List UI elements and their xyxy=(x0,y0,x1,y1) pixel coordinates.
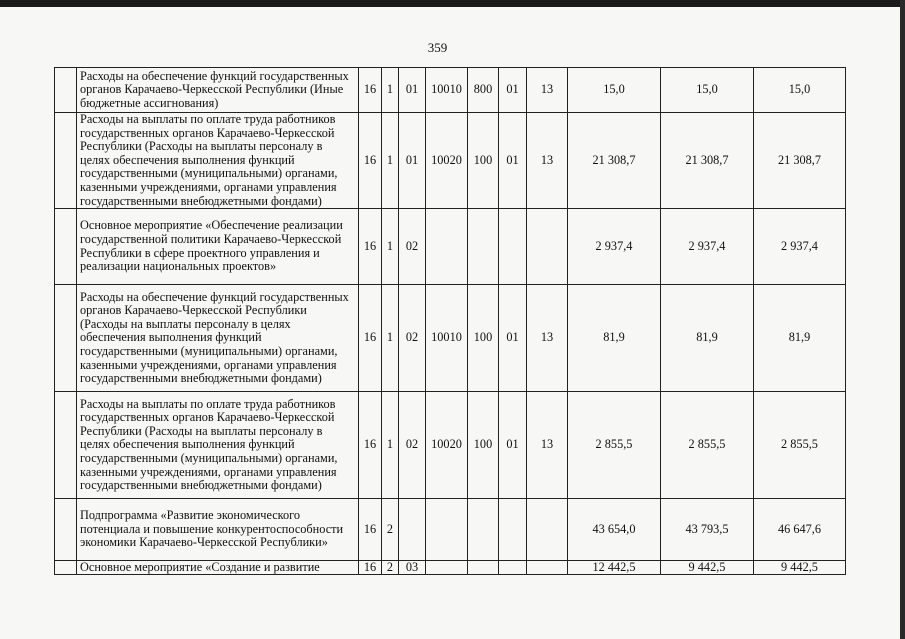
amount-year-2: 15,0 xyxy=(661,68,754,113)
code-section xyxy=(499,209,527,285)
code-ministry: 16 xyxy=(359,285,382,392)
code-subsection xyxy=(527,209,568,285)
amount-year-1: 43 654,0 xyxy=(568,499,661,561)
indent-cell xyxy=(55,392,77,499)
code-direction: 10020 xyxy=(426,113,468,209)
amount-year-2: 2 855,5 xyxy=(661,392,754,499)
code-program: 2 xyxy=(382,499,399,561)
code-ministry: 16 xyxy=(359,499,382,561)
table-row xyxy=(55,209,846,285)
expense-name: Расходы на обеспечение функций государственных органов Карачаево-Черкесской Республики (Расходы на выплаты персоналу в целях обеспечения выполнения функций государственными (муниципальными) органами, казенными учреждениями, органами управления государственными внебюджетными фондами) xyxy=(77,285,359,392)
expense-name: Основное мероприятие «Обеспечение реализации государственной политики Карачаево-Черкесской Республики в сфере проектного управления и реализации национальных проектов» xyxy=(77,209,359,285)
amount-year-3: 81,9 xyxy=(754,285,846,392)
amount-year-3: 15,0 xyxy=(754,68,846,113)
code-program: 1 xyxy=(382,209,399,285)
code-program: 1 xyxy=(382,113,399,209)
code-direction xyxy=(426,209,468,285)
indent-cell xyxy=(55,561,77,575)
amount-year-1: 21 308,7 xyxy=(568,113,661,209)
code-direction xyxy=(426,561,468,575)
code-ministry: 16 xyxy=(359,561,382,575)
amount-year-3: 46 647,6 xyxy=(754,499,846,561)
code-expense-type: 100 xyxy=(468,285,499,392)
code-program: 1 xyxy=(382,68,399,113)
expense-name: Расходы на выплаты по оплате труда работников государственных органов Карачаево-Черкесской Республики (Расходы на выплаты персоналу в целях обеспечения выполнения функций государственными (муниципальными) органами, казенными учреждениями, органами управления государственными внебюджетными фондами) xyxy=(77,392,359,499)
amount-year-2: 21 308,7 xyxy=(661,113,754,209)
table-row xyxy=(55,285,846,392)
code-ministry: 16 xyxy=(359,68,382,113)
code-program: 1 xyxy=(382,392,399,499)
table-row xyxy=(55,499,846,561)
amount-year-3: 2 855,5 xyxy=(754,392,846,499)
code-section xyxy=(499,561,527,575)
code-expense-type xyxy=(468,209,499,285)
code-program: 2 xyxy=(382,561,399,575)
code-direction xyxy=(426,499,468,561)
code-section: 01 xyxy=(499,392,527,499)
page-number: 359 xyxy=(427,40,448,55)
code-ministry: 16 xyxy=(359,209,382,285)
code-expense-type xyxy=(468,561,499,575)
indent-cell xyxy=(55,68,77,113)
scan-top-edge xyxy=(0,0,905,7)
indent-cell xyxy=(55,499,77,561)
amount-year-1: 12 442,5 xyxy=(568,561,661,575)
code-event xyxy=(399,499,426,561)
code-event: 03 xyxy=(399,561,426,575)
code-ministry: 16 xyxy=(359,113,382,209)
budget-table xyxy=(54,67,846,575)
code-section: 01 xyxy=(499,113,527,209)
budget-table-body xyxy=(55,68,846,575)
code-subsection: 13 xyxy=(527,113,568,209)
code-event: 02 xyxy=(399,392,426,499)
expense-name: Расходы на обеспечение функций государственных органов Карачаево-Черкесской Республики (Иные бюджетные ассигнования) xyxy=(77,68,359,113)
code-direction: 10020 xyxy=(426,392,468,499)
code-subsection: 13 xyxy=(527,392,568,499)
code-expense-type xyxy=(468,499,499,561)
amount-year-2: 2 937,4 xyxy=(661,209,754,285)
code-expense-type: 100 xyxy=(468,392,499,499)
indent-cell xyxy=(55,209,77,285)
code-section xyxy=(499,499,527,561)
amount-year-1: 81,9 xyxy=(568,285,661,392)
table-row xyxy=(55,113,846,209)
indent-cell xyxy=(55,285,77,392)
code-subsection xyxy=(527,561,568,575)
amount-year-1: 15,0 xyxy=(568,68,661,113)
scan-right-edge xyxy=(900,0,905,639)
code-direction: 10010 xyxy=(426,285,468,392)
amount-year-2: 9 442,5 xyxy=(661,561,754,575)
amount-year-3: 2 937,4 xyxy=(754,209,846,285)
code-section: 01 xyxy=(499,68,527,113)
code-expense-type: 100 xyxy=(468,113,499,209)
code-ministry: 16 xyxy=(359,392,382,499)
expense-name: Основное мероприятие «Создание и развитие xyxy=(77,561,359,575)
code-section: 01 xyxy=(499,285,527,392)
amount-year-3: 9 442,5 xyxy=(754,561,846,575)
indent-cell xyxy=(55,113,77,209)
code-program: 1 xyxy=(382,285,399,392)
table-row xyxy=(55,392,846,499)
amount-year-1: 2 937,4 xyxy=(568,209,661,285)
code-event: 01 xyxy=(399,68,426,113)
code-event: 02 xyxy=(399,209,426,285)
amount-year-2: 81,9 xyxy=(661,285,754,392)
table-row xyxy=(55,68,846,113)
code-subsection xyxy=(527,499,568,561)
amount-year-2: 43 793,5 xyxy=(661,499,754,561)
code-event: 01 xyxy=(399,113,426,209)
code-subsection: 13 xyxy=(527,68,568,113)
code-subsection: 13 xyxy=(527,285,568,392)
expense-name: Расходы на выплаты по оплате труда работников государственных органов Карачаево-Черкесской Республики (Расходы на выплаты персоналу в целях обеспечения выполнения функций государственными (муниципальными) органами, казенными учреждениями, органами управления государственными внебюджетными фондами) xyxy=(77,113,359,209)
code-direction: 10010 xyxy=(426,68,468,113)
code-event: 02 xyxy=(399,285,426,392)
code-expense-type: 800 xyxy=(468,68,499,113)
amount-year-3: 21 308,7 xyxy=(754,113,846,209)
table-row xyxy=(55,561,846,575)
expense-name: Подпрограмма «Развитие экономического потенциала и повышение конкурентоспособности экономики Карачаево-Черкесской Республики» xyxy=(77,499,359,561)
amount-year-1: 2 855,5 xyxy=(568,392,661,499)
